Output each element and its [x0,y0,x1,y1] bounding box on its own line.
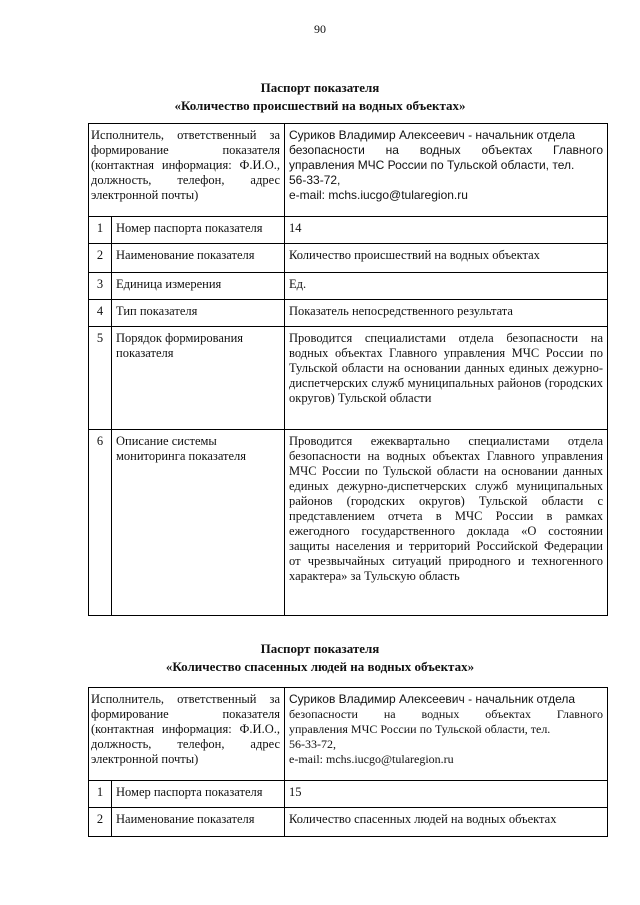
table-row [89,217,608,244]
passport-2-executor-line5: e-mail: mchs.iucgo@tularegion.ru [289,752,454,766]
row-number: 5 [89,327,112,430]
row-number: 4 [89,300,112,327]
passport-2-table [88,687,608,837]
row-value: Количество происшествий на водных объектах [285,244,608,273]
passport-2-executor-line1: Суриков Владимир Алексеевич - начальник отдела [289,692,576,706]
row-label: Наименование показателя [112,808,285,837]
row-number: 2 [89,244,112,273]
passport-1-heading-line2: «Количество происшествий на водных объектах» [174,98,466,113]
table-row [89,781,608,808]
passport-2-heading [0,640,640,676]
row-label: Описание системы мониторинга показателя [112,430,285,616]
passport-1-executor-line5: e-mail: mchs.iucgo@tularegion.ru [289,188,468,202]
table-row [89,273,608,300]
passport-2-executor-value [285,688,608,781]
row-value: Ед. [285,273,608,300]
row-label: Номер паспорта показателя [112,781,285,808]
passport-1-heading-line1: Паспорт показателя [260,80,380,95]
passport-2-executor-line4: 56-33-72, [289,737,336,751]
row-label: Единица измерения [112,273,285,300]
row-label: Номер паспорта показателя [112,217,285,244]
table-row [89,244,608,273]
row-label: Наименование показателя [112,244,285,273]
passport-2-heading-line2: «Количество спасенных людей на водных объектах» [165,659,475,674]
passport-1-table [88,123,608,616]
row-label: Порядок формирования показателя [112,327,285,430]
row-number: 6 [89,430,112,616]
table-row [89,327,608,430]
passport-1-executor-line4: 56-33-72, [289,173,341,187]
passport-1-executor-value [285,124,608,217]
passport-1-executor-line2: безопасности на водных объектах Главного [289,143,603,157]
row-label: Тип показателя [112,300,285,327]
row-value: Проводится ежеквартально специалистами отдела безопасности на водных объектах Главного управления МЧС России по Тульской области на основании данных единых дежурно-диспетчерских служб муниципальных районов (городских округов) Тульской области с представлением отчета в МЧС России в рамках ежегодного государственного доклада «О состоянии защиты населения и территорий Российской Федерации от чрезвычайных ситуаций природного и техногенного характера» за Тульскую область [285,430,608,616]
row-number: 2 [89,808,112,837]
passport-1-executor-row [89,124,608,217]
table-row [89,430,608,616]
passport-2-executor-line3: управления МЧС России по Тульской области, тел. [289,722,551,736]
row-value: Количество спасенных людей на водных объектах [285,808,608,837]
table-row [89,300,608,327]
passport-1-executor-line1: Суриков Владимир Алексеевич - начальник отдела [289,128,576,142]
passport-2-executor-row [89,688,608,781]
page-number: 90 [314,22,326,36]
passport-2-heading-line1: Паспорт показателя [260,641,380,656]
passport-1-executor-line3: управления МЧС России по Тульской области, тел. [289,158,575,172]
row-value: Показатель непосредственного результата [285,300,608,327]
passport-2-executor-label: Исполнитель, ответственный за формирование показателя (контактная информация: Ф.И.О., должность, телефон, адрес электронной почты) [89,688,285,781]
row-number: 3 [89,273,112,300]
table-row [89,808,608,837]
row-number: 1 [89,217,112,244]
passport-2-executor-line2: безопасности на водных объектах Главного [289,707,603,721]
row-value: 15 [285,781,608,808]
row-value: Проводится специалистами отдела безопасности на водных объектах Главного управления МЧС России по Тульской области на основании данных единых дежурно-диспетчерских служб муниципальных районов (городских округов) Тульской области [285,327,608,430]
passport-1-executor-label: Исполнитель, ответственный за формирование показателя (контактная информация: Ф.И.О., должность, телефон, адрес электронной почты) [89,124,285,217]
passport-1-heading [0,79,640,115]
row-number: 1 [89,781,112,808]
row-value: 14 [285,217,608,244]
